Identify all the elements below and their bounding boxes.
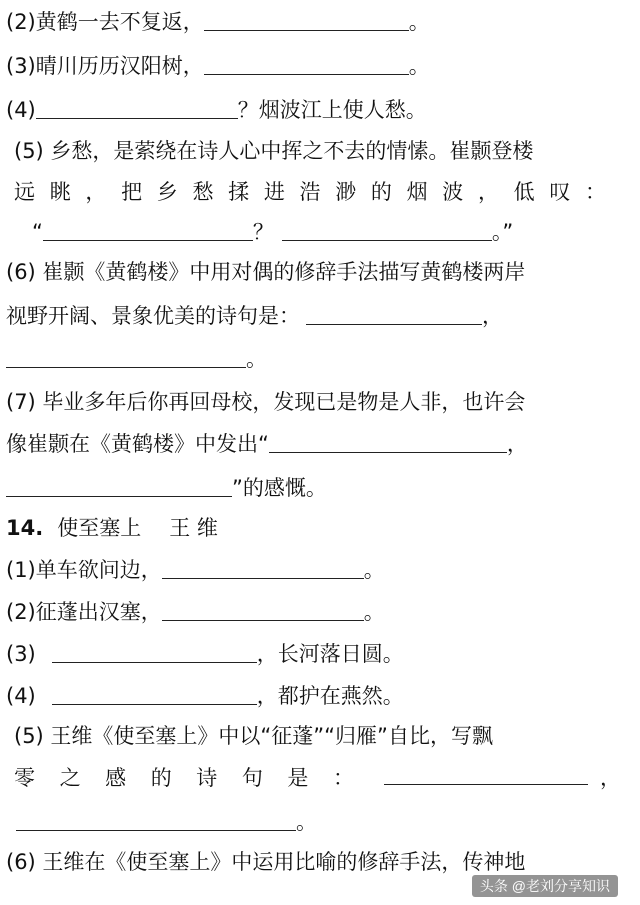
q14-6-line1: (6) 王维在《使至塞上》中运用比喻的修辞手法，传神地 [6,850,526,874]
q13-4: (4) ？烟波江上使人愁。 [6,98,427,122]
watermark: 头条 @老刘分享知识 [472,875,618,897]
answer-blank[interactable] [52,684,257,705]
q14-5-prompt: 零 之 感 的 诗 句 是 ： [14,766,354,790]
q13-7-line1: (7) 毕业多年后你再回母校，发现已是物是人非，也许会 [6,390,526,414]
answer-blank[interactable] [162,600,364,621]
answer-blank[interactable] [204,54,409,75]
answer-blank[interactable] [204,10,409,31]
answer-blank[interactable] [269,432,507,453]
q14-4: (4) ，都护在燕然。 [6,684,404,708]
answer-blank[interactable] [16,810,296,831]
q13-2: (2)黄鹤一去不复返， 。 [6,10,430,34]
q14-1: (1)单车欲问边， 。 [6,558,385,582]
answer-blank[interactable] [43,220,253,241]
answer-blank[interactable] [6,476,232,497]
q13-5-line3: “ ？ 。” [32,220,514,244]
q13-5-line2: 远 眺 ， 把 乡 愁 揉 进 浩 渺 的 烟 波 ， 低 叹 ： [14,180,606,204]
q14-2: (2)征蓬出汉塞， 。 [6,600,385,624]
q13-3: (3)晴川历历汉阳树， 。 [6,54,430,78]
answer-blank[interactable] [36,98,238,119]
answer-blank[interactable] [162,558,364,579]
answer-blank[interactable] [52,642,257,663]
answer-blank[interactable] [6,347,246,368]
q13-6-line1: (6) 崔颢《黄鹤楼》中用对偶的修辞手法描写黄鹤楼两岸 [6,260,526,284]
q13-6-line3: 。 [6,345,640,373]
q13-6-line2: 视野开阔、景象优美的诗句是： ， [6,304,503,328]
q14-5-line2: 零 之 感 的 诗 句 是 ： ， [14,766,621,790]
answer-blank[interactable] [384,764,588,785]
q14-5-line1: (5) 王维《使至塞上》中以“征蓬”“归雁”自比，写飘 [14,724,493,748]
answer-blank[interactable] [282,220,492,241]
section-14-heading: 14. 使至塞上 王 维 [6,516,218,540]
q13-7-line2: 像崔颢在《黄鹤楼》中发出“ ， [6,432,528,456]
q14-5-line3: 。 [16,808,640,836]
q14-3: (3) ，长河落日圆。 [6,642,404,666]
q13-5-line1: (5) 乡愁，是萦绕在诗人心中挥之不去的情愫。崔颢登楼 [14,139,534,163]
q13-7-line3: ”的感慨。 [6,474,640,502]
answer-blank[interactable] [306,304,482,325]
